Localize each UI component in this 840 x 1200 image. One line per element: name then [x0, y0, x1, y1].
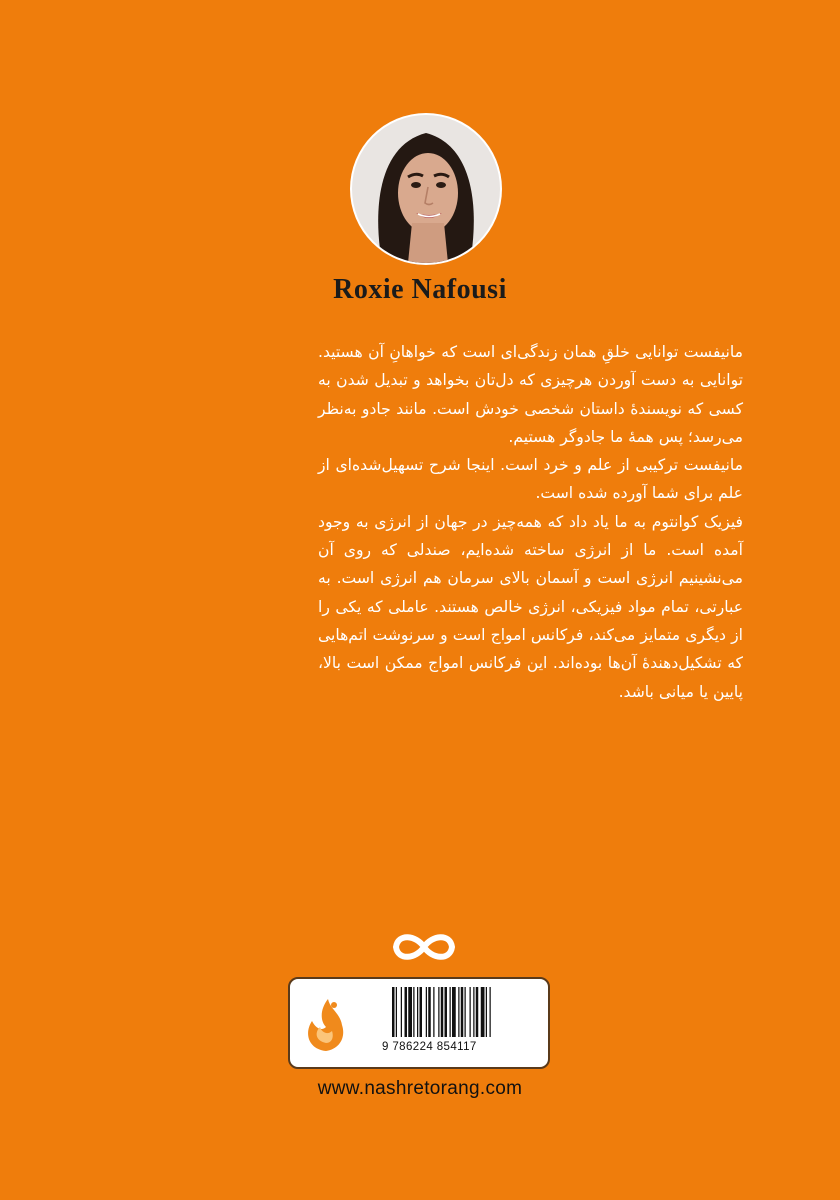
blurb-paragraph: فیزیک کوانتوم به ما یاد داد که همه‌چیز در جهان از انرژی به وجود آمده است. ما از انرژی ساخته شده‌ایم، صندلی که روی آن می‌نشینیم انرژی است و آسمان بالای سرمان هم انرژی است. به عبارتی، تمام مواد فیزیکی، انرژی خالص هستند. عاملی که یکی را از دیگری متمایز می‌کند، فرکانس امواج است و سرنوشت اتم‌هایی که تشکیل‌دهندهٔ آن‌ها بوده‌اند. این فرکانس امواج ممکن است بالا، پایین یا میانی باشد.	[318, 512, 743, 701]
barcode-bar	[408, 987, 412, 1037]
barcode-bar	[452, 987, 456, 1037]
barcode-bar	[392, 987, 395, 1037]
barcode-bar	[486, 987, 487, 1037]
barcode-bar	[438, 987, 439, 1037]
author-portrait	[352, 115, 500, 263]
barcode-bar	[441, 987, 444, 1037]
publisher-website: www.nashretorang.com	[317, 1078, 523, 1099]
infinity-logo-icon	[388, 925, 460, 969]
barcode-bar	[417, 987, 418, 1037]
barcode-bar	[396, 987, 397, 1037]
barcode-bar	[465, 987, 466, 1037]
publisher-logo-icon	[300, 991, 352, 1053]
barcode-bar	[413, 987, 414, 1037]
barcode-bar	[401, 987, 402, 1037]
blurb-paragraph: مانیفست توانایی خلقِ همان زندگی‌ای است که خواهانِ آن هستید. توانایی به دست آوردن هرچیزی که دل‌تان بخواهد و تبدیل شدن به کسی که نویسندهٔ داستان شخصی خودش است. مانند جادو به‌نظر می‌رسد؛ پس همهٔ ما جادوگر هستیم.	[318, 343, 743, 446]
barcode-bar	[405, 987, 408, 1037]
barcode-bar	[476, 987, 479, 1037]
blurb-paragraph: مانیفست ترکیبی از علم و خرد است. اینجا شرح تسهیل‌شده‌ای از علم برای شما آورده شده است.	[318, 456, 743, 503]
isbn-number: 9 786224 854117	[382, 1041, 477, 1053]
barcode-bar	[470, 987, 471, 1037]
barcode-bar	[461, 987, 464, 1037]
barcode-panel	[288, 977, 550, 1069]
barcode	[390, 987, 540, 1037]
barcode-bar	[450, 987, 451, 1037]
author-name: Roxie Nafousi	[333, 274, 507, 305]
barcode-bar	[458, 987, 459, 1037]
barcode-bar	[490, 987, 491, 1037]
barcode-bar	[428, 987, 431, 1037]
barcode-bar	[481, 987, 485, 1037]
blurb-text	[318, 338, 743, 706]
barcode-bar	[473, 987, 474, 1037]
barcode-bar	[426, 987, 427, 1037]
barcode-bar	[420, 987, 423, 1037]
barcode-bar	[433, 987, 434, 1037]
barcode-bar	[445, 987, 448, 1037]
